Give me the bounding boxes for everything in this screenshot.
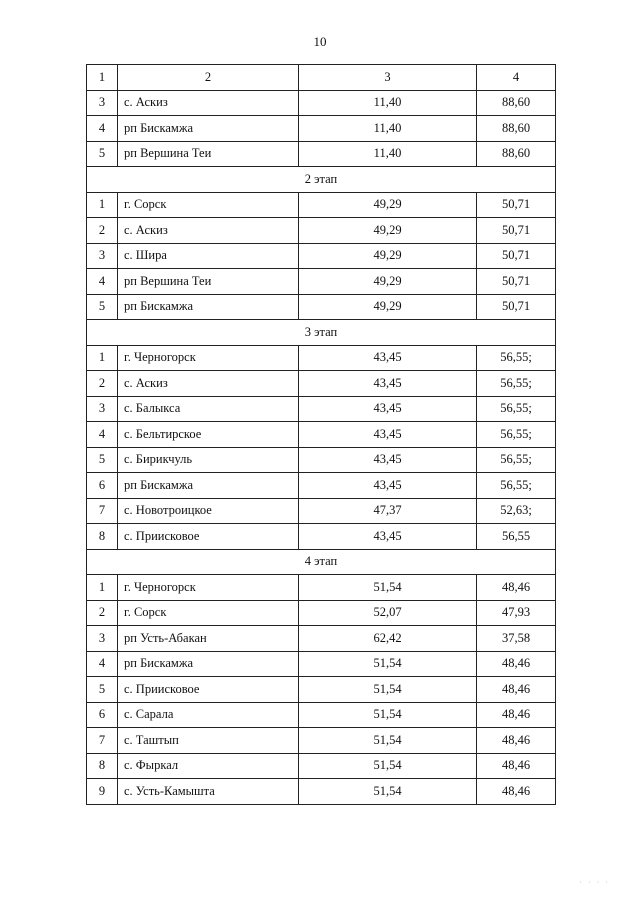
stage-label: 4 этап	[87, 549, 556, 575]
table-row	[87, 116, 556, 142]
table-row	[87, 473, 556, 499]
table-row	[87, 422, 556, 448]
table-row	[87, 702, 556, 728]
row-value-col-3: 49,29	[299, 269, 477, 295]
row-locality: с. Сарала	[118, 702, 299, 728]
row-value-col-4: 48,46	[477, 753, 556, 779]
row-value-col-4: 50,71	[477, 218, 556, 244]
row-value-col-4: 48,46	[477, 728, 556, 754]
row-value-col-3: 49,29	[299, 218, 477, 244]
table-row	[87, 753, 556, 779]
row-value-col-4: 47,93	[477, 600, 556, 626]
row-number: 1	[87, 345, 118, 371]
row-locality: с. Бельтирское	[118, 422, 299, 448]
row-number: 4	[87, 651, 118, 677]
table-row	[87, 677, 556, 703]
row-value-col-4: 56,55;	[477, 371, 556, 397]
row-value-col-4: 50,71	[477, 243, 556, 269]
page-number: 10	[313, 34, 327, 49]
row-value-col-3: 43,45	[299, 345, 477, 371]
table-row	[87, 192, 556, 218]
row-value-col-4: 56,55;	[477, 396, 556, 422]
row-locality: с. Аскиз	[118, 218, 299, 244]
row-value-col-3: 43,45	[299, 396, 477, 422]
row-value-col-4: 48,46	[477, 779, 556, 805]
data-table	[86, 64, 556, 805]
row-value-col-4: 48,46	[477, 677, 556, 703]
row-value-col-3: 51,54	[299, 702, 477, 728]
row-value-col-4: 50,71	[477, 294, 556, 320]
row-locality: рп Бискамжа	[118, 651, 299, 677]
header-col-1: 1	[87, 65, 118, 91]
row-number: 7	[87, 728, 118, 754]
table-row	[87, 651, 556, 677]
row-locality: с. Приисковое	[118, 677, 299, 703]
row-number: 3	[87, 90, 118, 116]
row-value-col-3: 51,54	[299, 677, 477, 703]
row-number: 5	[87, 677, 118, 703]
row-locality: г. Черногорск	[118, 345, 299, 371]
stage-label: 3 этап	[87, 320, 556, 346]
row-number: 4	[87, 422, 118, 448]
row-locality: рп Бискамжа	[118, 294, 299, 320]
row-value-col-3: 11,40	[299, 116, 477, 142]
row-value-col-4: 56,55;	[477, 422, 556, 448]
row-locality: с. Приисковое	[118, 524, 299, 550]
row-value-col-3: 49,29	[299, 243, 477, 269]
row-value-col-3: 51,54	[299, 779, 477, 805]
row-locality: рп Бискамжа	[118, 116, 299, 142]
row-locality: г. Сорск	[118, 192, 299, 218]
row-value-col-4: 56,55;	[477, 473, 556, 499]
table-row	[87, 498, 556, 524]
row-number: 2	[87, 218, 118, 244]
row-locality: рп Усть-Абакан	[118, 626, 299, 652]
row-number: 1	[87, 192, 118, 218]
row-value-col-4: 56,55;	[477, 447, 556, 473]
stage-row	[87, 320, 556, 346]
row-number: 5	[87, 294, 118, 320]
table-row	[87, 294, 556, 320]
row-value-col-4: 56,55	[477, 524, 556, 550]
row-locality: с. Усть-Камышта	[118, 779, 299, 805]
table-row	[87, 243, 556, 269]
stage-row	[87, 549, 556, 575]
stage-row	[87, 167, 556, 193]
table-row	[87, 141, 556, 167]
row-number: 3	[87, 396, 118, 422]
row-value-col-3: 11,40	[299, 90, 477, 116]
row-value-col-4: 88,60	[477, 141, 556, 167]
row-value-col-3: 49,29	[299, 294, 477, 320]
row-value-col-4: 56,55;	[477, 345, 556, 371]
row-number: 2	[87, 371, 118, 397]
row-value-col-4: 50,71	[477, 192, 556, 218]
row-number: 3	[87, 626, 118, 652]
row-value-col-3: 43,45	[299, 524, 477, 550]
table-row	[87, 218, 556, 244]
row-number: 4	[87, 269, 118, 295]
row-value-col-4: 48,46	[477, 575, 556, 601]
row-number: 5	[87, 141, 118, 167]
table-row	[87, 269, 556, 295]
row-value-col-4: 88,60	[477, 90, 556, 116]
table-row	[87, 447, 556, 473]
row-locality: с. Балыкса	[118, 396, 299, 422]
table-row	[87, 779, 556, 805]
row-value-col-3: 51,54	[299, 753, 477, 779]
row-value-col-3: 43,45	[299, 447, 477, 473]
row-locality: рп Вершина Теи	[118, 269, 299, 295]
table-row	[87, 728, 556, 754]
table-row	[87, 626, 556, 652]
row-value-col-4: 50,71	[477, 269, 556, 295]
row-number: 8	[87, 524, 118, 550]
row-value-col-3: 43,45	[299, 422, 477, 448]
row-locality: с. Шира	[118, 243, 299, 269]
row-locality: с. Аскиз	[118, 371, 299, 397]
row-locality: г. Черногорск	[118, 575, 299, 601]
row-number: 5	[87, 447, 118, 473]
row-number: 6	[87, 473, 118, 499]
row-locality: с. Новотроицкое	[118, 498, 299, 524]
row-value-col-4: 48,46	[477, 651, 556, 677]
header-col-2: 2	[118, 65, 299, 91]
row-number: 6	[87, 702, 118, 728]
row-locality: с. Аскиз	[118, 90, 299, 116]
table-row	[87, 90, 556, 116]
row-value-col-3: 51,54	[299, 575, 477, 601]
row-number: 4	[87, 116, 118, 142]
header-col-3: 3	[299, 65, 477, 91]
row-locality: с. Бирикчуль	[118, 447, 299, 473]
table-row	[87, 600, 556, 626]
row-value-col-3: 62,42	[299, 626, 477, 652]
table-row	[87, 575, 556, 601]
row-value-col-4: 88,60	[477, 116, 556, 142]
row-value-col-3: 51,54	[299, 728, 477, 754]
row-value-col-3: 11,40	[299, 141, 477, 167]
row-value-col-3: 43,45	[299, 371, 477, 397]
table-row	[87, 524, 556, 550]
row-number: 8	[87, 753, 118, 779]
row-number: 3	[87, 243, 118, 269]
row-number: 2	[87, 600, 118, 626]
row-value-col-4: 48,46	[477, 702, 556, 728]
row-value-col-4: 52,63;	[477, 498, 556, 524]
header-col-4: 4	[477, 65, 556, 91]
scan-artifact: · · · ·	[579, 878, 610, 887]
row-locality: рп Бискамжа	[118, 473, 299, 499]
row-locality: г. Сорск	[118, 600, 299, 626]
row-value-col-3: 43,45	[299, 473, 477, 499]
row-number: 1	[87, 575, 118, 601]
table-body	[87, 65, 556, 805]
row-value-col-3: 47,37	[299, 498, 477, 524]
table-row	[87, 396, 556, 422]
row-value-col-3: 51,54	[299, 651, 477, 677]
stage-label: 2 этап	[87, 167, 556, 193]
row-locality: рп Вершина Теи	[118, 141, 299, 167]
table-row	[87, 345, 556, 371]
table-header-row	[87, 65, 556, 91]
row-locality: с. Фыркал	[118, 753, 299, 779]
row-value-col-4: 37,58	[477, 626, 556, 652]
row-locality: с. Таштып	[118, 728, 299, 754]
row-number: 9	[87, 779, 118, 805]
row-value-col-3: 49,29	[299, 192, 477, 218]
row-number: 7	[87, 498, 118, 524]
row-value-col-3: 52,07	[299, 600, 477, 626]
table-row	[87, 371, 556, 397]
